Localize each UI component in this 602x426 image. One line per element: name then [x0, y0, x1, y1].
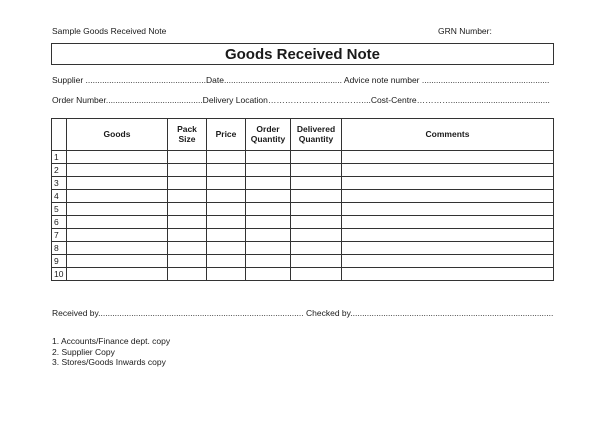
goods-cell[interactable]	[67, 255, 168, 268]
order-quantity-cell[interactable]	[246, 255, 291, 268]
delivered-quantity-cell[interactable]	[291, 177, 342, 190]
price-cell[interactable]	[207, 255, 246, 268]
comments-cell[interactable]	[342, 177, 554, 190]
comments-cell[interactable]	[342, 242, 554, 255]
goods-cell[interactable]	[67, 151, 168, 164]
title-box	[51, 43, 554, 65]
table-row	[52, 190, 554, 203]
order-quantity-cell[interactable]	[246, 151, 291, 164]
header-delivered-quantity	[291, 119, 342, 151]
page-title: Goods Received Note	[224, 45, 381, 63]
header-delivered-line1: Delivered	[296, 123, 336, 134]
row-number: 6	[52, 216, 67, 229]
table-row	[52, 268, 554, 281]
received-by-line: Received by.......................................................................................	[52, 308, 304, 318]
row-number: 8	[52, 242, 67, 255]
order-delivery-cost-line: Order Number.........................................Delivery Location……………………………....Cost-Centre…………..........................................	[52, 95, 550, 105]
row-number: 4	[52, 190, 67, 203]
delivered-quantity-cell[interactable]	[291, 255, 342, 268]
header-pack-size	[168, 119, 207, 151]
goods-cell[interactable]	[67, 190, 168, 203]
document-header-left: Sample Goods Received Note	[52, 26, 167, 36]
comments-cell[interactable]	[342, 203, 554, 216]
order-quantity-cell[interactable]	[246, 203, 291, 216]
table-row	[52, 177, 554, 190]
delivered-quantity-cell[interactable]	[291, 268, 342, 281]
order-quantity-cell[interactable]	[246, 164, 291, 177]
price-cell[interactable]	[207, 203, 246, 216]
price-cell[interactable]	[207, 268, 246, 281]
table-row	[52, 164, 554, 177]
header-order-quantity	[246, 119, 291, 151]
delivered-quantity-cell[interactable]	[291, 190, 342, 203]
row-number: 1	[52, 151, 67, 164]
price-cell[interactable]	[207, 242, 246, 255]
comments-cell[interactable]	[342, 268, 554, 281]
header-pack-line2: Size	[178, 133, 196, 144]
order-quantity-cell[interactable]	[246, 190, 291, 203]
row-number: 7	[52, 229, 67, 242]
pack-size-cell[interactable]	[168, 190, 207, 203]
goods-cell[interactable]	[67, 242, 168, 255]
comments-cell[interactable]	[342, 229, 554, 242]
delivered-quantity-cell[interactable]	[291, 216, 342, 229]
row-number: 3	[52, 177, 67, 190]
table-row	[52, 203, 554, 216]
delivered-quantity-cell[interactable]	[291, 242, 342, 255]
delivered-quantity-cell[interactable]	[291, 164, 342, 177]
pack-size-cell[interactable]	[168, 177, 207, 190]
order-quantity-cell[interactable]	[246, 216, 291, 229]
table-row	[52, 229, 554, 242]
order-quantity-cell[interactable]	[246, 177, 291, 190]
comments-cell[interactable]	[342, 164, 554, 177]
delivered-quantity-cell[interactable]	[291, 203, 342, 216]
comments-cell[interactable]	[342, 151, 554, 164]
price-cell[interactable]	[207, 151, 246, 164]
price-cell[interactable]	[207, 164, 246, 177]
header-goods: Goods	[67, 119, 168, 151]
goods-cell[interactable]	[67, 216, 168, 229]
goods-table	[51, 118, 554, 281]
checked-by-line: Checked by......................................................................................	[306, 308, 554, 318]
header-comments: Comments	[342, 119, 554, 151]
pack-size-cell[interactable]	[168, 164, 207, 177]
comments-cell[interactable]	[342, 216, 554, 229]
goods-cell[interactable]	[67, 177, 168, 190]
goods-cell[interactable]	[67, 164, 168, 177]
row-number: 10	[52, 268, 67, 281]
row-number: 5	[52, 203, 67, 216]
header-pack-line1: Pack	[177, 123, 197, 134]
header-order-line2: Quantity	[250, 133, 286, 144]
header-number	[52, 119, 67, 151]
price-cell[interactable]	[207, 216, 246, 229]
goods-cell[interactable]	[67, 229, 168, 242]
copy-item: 1. Accounts/Finance dept. copy	[52, 336, 171, 346]
row-number: 9	[52, 255, 67, 268]
pack-size-cell[interactable]	[168, 151, 207, 164]
delivered-quantity-cell[interactable]	[291, 151, 342, 164]
pack-size-cell[interactable]	[168, 203, 207, 216]
copy-item: 3. Stores/Goods Inwards copy	[52, 357, 166, 367]
table-row	[52, 255, 554, 268]
grn-number-label: GRN Number:	[438, 26, 492, 36]
order-quantity-cell[interactable]	[246, 242, 291, 255]
comments-cell[interactable]	[342, 190, 554, 203]
table-row	[52, 151, 554, 164]
price-cell[interactable]	[207, 190, 246, 203]
price-cell[interactable]	[207, 177, 246, 190]
price-cell[interactable]	[207, 229, 246, 242]
goods-cell[interactable]	[67, 268, 168, 281]
goods-cell[interactable]	[67, 203, 168, 216]
table-header-row	[52, 119, 554, 151]
delivered-quantity-cell[interactable]	[291, 229, 342, 242]
copies-list	[52, 336, 170, 368]
pack-size-cell[interactable]	[168, 268, 207, 281]
header-delivered-line2: Quantity	[298, 133, 334, 144]
order-quantity-cell[interactable]	[246, 268, 291, 281]
table-row	[52, 216, 554, 229]
pack-size-cell[interactable]	[168, 229, 207, 242]
order-quantity-cell[interactable]	[246, 229, 291, 242]
pack-size-cell[interactable]	[168, 242, 207, 255]
header-price: Price	[207, 119, 246, 151]
pack-size-cell[interactable]	[168, 216, 207, 229]
header-order-line1: Order	[256, 123, 280, 134]
pack-size-cell[interactable]	[168, 255, 207, 268]
comments-cell[interactable]	[342, 255, 554, 268]
row-number: 2	[52, 164, 67, 177]
table-row	[52, 242, 554, 255]
copy-item: 2. Supplier Copy	[52, 346, 115, 357]
supplier-date-advice-line: Supplier ...................................................Date.................................................. Advice note number ......................................................	[52, 75, 550, 85]
